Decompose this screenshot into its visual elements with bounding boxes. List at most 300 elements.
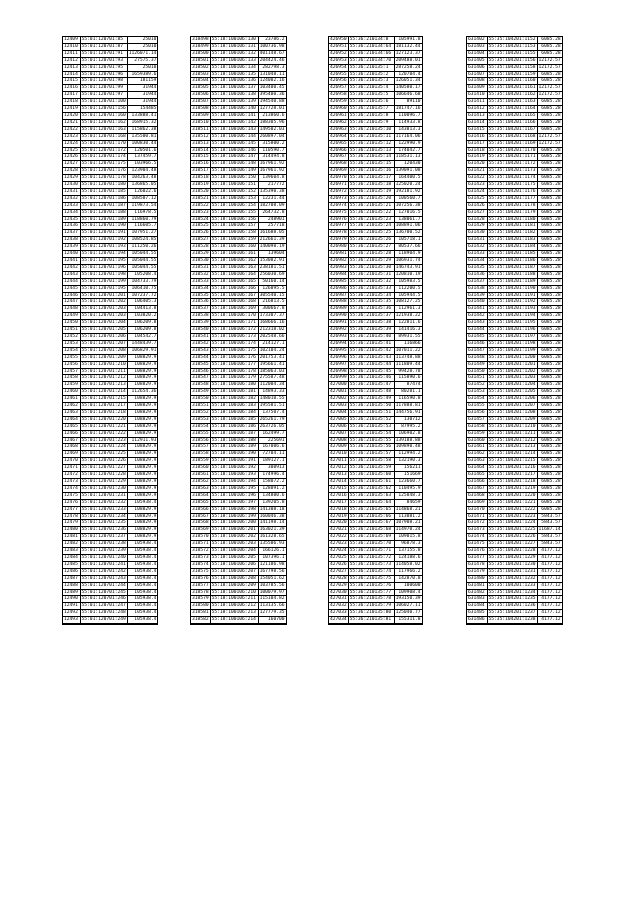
value-cell: 127123.37	[395, 50, 421, 56]
row-number-cell: 12413	[63, 64, 80, 71]
row-number-cell: 631424	[467, 188, 487, 195]
row-number-cell: 427007	[330, 430, 347, 436]
value-cell: 12172.57	[538, 64, 561, 70]
cadastral-number-cell: 55:35:104201:1178	[488, 202, 536, 208]
row-number-cell: 318534	[192, 285, 209, 291]
row-number-cell: 631468	[467, 492, 487, 499]
table-row	[329, 251, 422, 258]
row-number-cell: 318570	[192, 534, 209, 540]
cadastral-number-cell: 55:18:100106:144	[210, 133, 258, 140]
cadastral-number-cell: 55:18:100106:135	[210, 71, 258, 78]
cadastral-number-cell: 55:18:100106:194	[210, 479, 258, 486]
row-number-cell: 318503	[192, 71, 209, 77]
cadastral-number-cell: 55:18:100106:177	[210, 361, 258, 368]
row-number-cell: 12430	[63, 182, 80, 189]
value-cell: 156211	[394, 465, 421, 472]
value-cell: 31944	[127, 92, 157, 99]
table-row	[329, 610, 422, 617]
table-row	[329, 285, 422, 292]
table-row	[467, 513, 562, 520]
row-number-cell: 318539	[192, 320, 209, 326]
cadastral-number-cell: 55:01:120701:230	[81, 485, 126, 491]
table-row	[63, 106, 157, 113]
table-row	[63, 368, 157, 375]
row-number-cell: 426988	[330, 299, 347, 305]
table-row	[63, 458, 157, 465]
cadastral-number-cell: 55:35:104201:1190	[488, 285, 536, 291]
row-number-cell: 631402	[467, 37, 487, 43]
row-number-cell: 426951	[330, 43, 347, 49]
value-cell: 12172.57	[538, 140, 561, 146]
value-cell: 6085.28	[537, 264, 562, 271]
value-cell: 401148.67	[259, 50, 285, 56]
row-number-cell: 631435	[467, 264, 487, 271]
value-cell: 12172.57	[538, 57, 561, 63]
cadastral-number-cell: 55:35:104201:1232	[488, 575, 536, 581]
table-row	[63, 258, 157, 265]
table-row	[329, 451, 422, 458]
cadastral-number-cell: 55:01:120701:160	[81, 112, 126, 118]
table-row	[467, 264, 562, 271]
table-row	[329, 320, 422, 327]
row-number-cell: 426999	[330, 375, 347, 381]
value-cell: 87474	[394, 382, 421, 389]
value-cell: 103400.45	[259, 85, 285, 91]
cadastral-number-cell: 55:36:210135:8	[348, 112, 394, 119]
value-cell: 105044.55	[127, 251, 157, 258]
table-row	[329, 230, 422, 237]
value-cell: 305540.15	[259, 292, 285, 298]
row-number-cell: 12483	[63, 548, 80, 555]
cadastral-number-cell: 55:36:210135:43	[348, 354, 394, 361]
row-number-cell: 631465	[467, 472, 487, 479]
cadastral-number-cell: 55:18:100106:139	[210, 99, 258, 106]
row-number-cell: 631448	[467, 354, 487, 361]
value-cell: 107256.38	[395, 202, 421, 208]
cadastral-number-cell: 55:36:210135:2	[348, 71, 394, 78]
row-number-cell: 12454	[63, 347, 80, 354]
row-number-cell: 631478	[467, 561, 487, 568]
table-row	[63, 479, 157, 486]
table-row	[63, 271, 157, 278]
row-number-cell: 631403	[467, 43, 487, 50]
cadastral-number-cell: 55:36:210135:51	[348, 409, 394, 416]
cadastral-number-cell: 55:18:100106:134	[210, 64, 258, 71]
value-cell: 162499.7	[258, 430, 285, 437]
cadastral-number-cell: 55:01:120701:247	[81, 603, 126, 609]
row-number-cell: 12426	[63, 154, 80, 161]
row-number-cell: 12481	[63, 534, 80, 541]
value-cell: 120810.19	[395, 271, 421, 277]
table-row	[467, 112, 562, 119]
table-column-3	[328, 36, 423, 625]
table-row	[63, 506, 157, 513]
table-row	[191, 175, 286, 182]
cadastral-number-cell: 55:01:120701:91	[80, 50, 127, 57]
row-number-cell: 427026	[330, 561, 347, 567]
table-row	[467, 465, 562, 472]
cadastral-number-cell: 55:36:210135:12	[348, 140, 394, 147]
row-number-cell: 427022	[330, 534, 347, 540]
value-cell: 109015.8	[394, 534, 421, 541]
cadastral-number-cell: 55:18:100106:166	[210, 285, 258, 292]
table-row	[329, 520, 422, 527]
table-row	[467, 50, 562, 57]
table-row	[63, 472, 157, 479]
cadastral-number-cell: 55:36:210135:36	[348, 306, 394, 313]
value-cell: 105938.4	[127, 554, 157, 561]
row-number-cell: 318551	[192, 403, 209, 409]
cadastral-number-cell: 55:35:104201:1236	[488, 603, 536, 609]
table-row	[467, 596, 562, 603]
table-row	[467, 237, 562, 244]
value-cell: 6085.28	[537, 423, 562, 430]
table-row	[191, 126, 286, 133]
cadastral-number-cell: 55:35:104201:1164	[488, 106, 536, 112]
table-row	[63, 596, 157, 603]
table-row	[191, 37, 286, 43]
table-row	[329, 575, 422, 582]
table-row	[329, 244, 422, 251]
row-number-cell: 318536	[192, 299, 209, 305]
table-column-2	[190, 36, 287, 625]
table-row	[63, 403, 157, 410]
table-row	[467, 340, 562, 347]
table-row	[467, 354, 562, 361]
cadastral-number-cell: 55:18:100106:157	[210, 223, 258, 230]
row-number-cell: 318500	[192, 50, 209, 56]
table-row	[63, 451, 157, 458]
table-row	[63, 520, 157, 527]
value-cell: 181747.16	[395, 106, 421, 112]
value-cell: 108829.9	[127, 403, 157, 410]
table-row	[329, 499, 422, 506]
table-row	[63, 147, 157, 154]
row-number-cell: 12475	[63, 492, 80, 499]
table-row	[63, 112, 157, 119]
cadastral-number-cell: 55:18:100106:209	[210, 582, 258, 589]
table-row	[63, 251, 157, 258]
value-cell: 225691	[258, 437, 285, 444]
value-cell: 125048.3	[394, 492, 421, 499]
cadastral-number-cell: 55:01:120701:174	[81, 154, 126, 160]
cadastral-number-cell: 55:36:210135:4	[348, 85, 394, 92]
table-row	[329, 347, 422, 354]
value-cell: 181132.44	[395, 43, 421, 49]
cadastral-number-cell: 55:18:100106:184	[210, 409, 258, 416]
table-row	[63, 50, 157, 57]
cadastral-number-cell: 55:18:100106:140	[210, 106, 258, 113]
value-cell: 4177.12	[537, 575, 562, 582]
value-cell: 6085.28	[537, 492, 562, 499]
table-row	[467, 292, 562, 299]
value-cell: 127728.01	[259, 106, 285, 112]
table-row	[329, 71, 422, 78]
value-cell: 116590.8	[394, 396, 421, 403]
table-row	[63, 119, 157, 126]
table-row	[467, 472, 562, 479]
table-row	[329, 340, 422, 347]
row-number-cell: 318498	[192, 37, 209, 42]
table-row	[467, 188, 562, 195]
cadastral-number-cell: 55:36:210135:21	[348, 202, 394, 209]
table-row	[329, 582, 422, 589]
value-cell: 105938.4	[127, 499, 157, 506]
value-cell: 122990.9	[394, 140, 421, 147]
row-number-cell: 318582	[192, 617, 209, 623]
row-number-cell: 318578	[192, 589, 209, 595]
table-row	[63, 575, 157, 582]
value-cell: 6085.28	[537, 472, 562, 479]
value-cell: 112961.3	[394, 306, 421, 313]
table-row	[329, 589, 422, 596]
table-row	[329, 485, 422, 492]
table-row	[63, 375, 157, 382]
cadastral-number-cell: 55:18:100106:162	[210, 258, 258, 265]
row-number-cell: 318557	[192, 444, 209, 450]
table-body	[191, 37, 286, 624]
value-cell: 143813.3	[394, 126, 421, 133]
row-number-cell: 12414	[63, 71, 80, 78]
table-row	[467, 313, 562, 320]
row-number-cell: 426953	[330, 57, 347, 63]
table-row	[63, 382, 157, 389]
cadastral-number-cell: 55:36:210135:19	[348, 188, 394, 195]
cadastral-number-cell: 55:18:100106:147	[210, 154, 258, 161]
cadastral-number-cell: 55:35:104201:1238	[488, 617, 536, 623]
table-row	[63, 513, 157, 520]
value-cell: 50160.14	[258, 278, 285, 285]
value-cell: 4177.12	[537, 617, 562, 624]
cadastral-number-cell: 55:01:120701:210	[81, 361, 126, 367]
value-cell: 164400.5	[394, 175, 421, 182]
cadastral-number-cell: 55:18:100106:171	[210, 320, 258, 327]
value-cell: 6085.28	[537, 479, 562, 486]
value-cell: 158072.2	[258, 479, 285, 486]
row-number-cell: 318540	[192, 327, 209, 333]
table-row	[467, 485, 562, 492]
cadastral-number-cell: 55:01:120701:98	[80, 78, 127, 85]
row-number-cell: 631476	[467, 548, 487, 555]
table-row	[467, 223, 562, 230]
row-number-cell: 12464	[63, 416, 80, 423]
row-number-cell: 318573	[192, 554, 209, 560]
row-number-cell: 12485	[63, 561, 80, 568]
row-number-cell: 631438	[467, 285, 487, 292]
cadastral-number-cell: 55:01:120701:87	[80, 43, 127, 50]
table-row	[329, 43, 422, 50]
value-cell: 100736.98	[259, 43, 285, 49]
cadastral-number-cell: 55:35:104201:1234	[488, 589, 536, 595]
row-number-cell: 426967	[330, 154, 347, 160]
cadastral-number-cell: 55:36:210135:58	[348, 458, 394, 465]
table-row	[467, 333, 562, 340]
cadastral-number-cell: 55:18:100106:133	[210, 57, 258, 64]
row-number-cell: 318558	[192, 451, 209, 457]
row-number-cell: 318546	[192, 368, 209, 374]
cadastral-number-cell: 55:35:104201:1202	[488, 368, 536, 374]
value-cell: 6085.28	[537, 465, 562, 472]
table-row	[467, 299, 562, 306]
cadastral-number-cell: 55:36:210134:64	[348, 43, 394, 50]
row-number-cell: 12419	[63, 106, 80, 113]
table-row	[191, 534, 286, 541]
cadastral-number-cell: 55:35:104201:1227	[488, 541, 536, 547]
cadastral-number-cell: 55:18:100106:136	[210, 78, 258, 85]
row-number-cell: 427029	[330, 582, 347, 588]
table-row	[329, 133, 422, 140]
value-cell: 108829.9	[127, 368, 157, 375]
table-row	[191, 389, 286, 396]
row-number-cell: 426966	[330, 147, 347, 153]
table-row	[191, 368, 286, 375]
table-row	[467, 479, 562, 486]
table-row	[191, 430, 286, 437]
cadastral-number-cell: 55:35:104201:1171	[488, 154, 536, 160]
value-cell: 137507.4	[258, 409, 285, 416]
row-number-cell: 12450	[63, 320, 80, 327]
row-number-cell: 12456	[63, 361, 80, 368]
row-number-cell: 427005	[330, 416, 347, 422]
row-number-cell: 318562	[192, 479, 209, 484]
cadastral-number-cell: 55:18:100106:172	[210, 327, 258, 334]
table-row	[63, 92, 157, 99]
cadastral-number-cell: 55:01:120701:190	[81, 223, 126, 229]
value-cell: 112654.36	[127, 389, 157, 396]
cadastral-number-cell: 55:18:100106:159	[210, 237, 258, 244]
table-row	[191, 119, 286, 126]
table-row	[63, 437, 157, 444]
value-cell: 148010.55	[259, 396, 285, 402]
row-number-cell: 631480	[467, 575, 487, 582]
table-row	[329, 596, 422, 603]
table-row	[191, 99, 286, 106]
value-cell: 134800.6	[258, 492, 285, 499]
row-number-cell: 12442	[63, 264, 80, 271]
value-cell: 103785.56	[259, 582, 285, 588]
table-row	[329, 140, 422, 147]
row-number-cell: 427006	[330, 423, 347, 429]
value-cell: 6085.28	[537, 354, 562, 361]
cadastral-number-cell: 55:36:210135:67	[348, 520, 394, 527]
cadastral-number-cell: 55:36:210135:27	[348, 244, 394, 251]
table-row	[329, 119, 422, 126]
value-cell: 113081.2	[394, 513, 421, 520]
cadastral-number-cell: 55:18:100106:150	[210, 175, 258, 182]
row-number-cell: 631404	[467, 50, 487, 57]
value-cell: 6085.28	[537, 112, 562, 119]
value-cell: 167006.6	[258, 444, 285, 451]
row-number-cell: 427018	[330, 506, 347, 512]
row-number-cell: 318502	[192, 64, 209, 70]
cadastral-number-cell: 55:18:100106:156	[210, 216, 258, 223]
row-number-cell: 12439	[63, 244, 80, 251]
cadastral-number-cell: 55:35:104201:1204	[488, 382, 536, 388]
value-cell: 137155.8	[394, 548, 421, 555]
cadastral-number-cell: 55:18:100106:185	[210, 416, 258, 423]
table-row	[329, 271, 422, 278]
row-number-cell: 318506	[192, 92, 209, 98]
table-row	[467, 244, 562, 251]
data-table	[329, 37, 422, 624]
row-number-cell: 12453	[63, 340, 80, 347]
row-number-cell: 12410	[63, 43, 80, 50]
row-number-cell: 631451	[467, 375, 487, 382]
row-number-cell: 631430	[467, 230, 487, 237]
value-cell: 136865.05	[127, 182, 157, 189]
value-cell: 105938.4	[127, 568, 157, 575]
table-row	[63, 182, 157, 189]
value-cell: 6085.28	[537, 168, 562, 175]
value-cell: 6085.28	[537, 368, 562, 375]
value-cell: 136700.52	[395, 230, 421, 236]
cadastral-number-cell: 55:01:120701:214	[81, 389, 126, 395]
value-cell: 87995.2	[394, 423, 421, 430]
value-cell: 105944.5	[394, 292, 421, 299]
value-cell: 11687.14	[538, 527, 561, 533]
row-number-cell: 426990	[330, 313, 347, 319]
table-row	[63, 237, 157, 244]
cadastral-number-cell: 55:36:210135:46	[348, 375, 394, 382]
cadastral-number-cell: 55:35:104201:1208	[488, 409, 536, 415]
value-cell: 6085.28	[537, 78, 562, 85]
table-row	[467, 71, 562, 78]
row-number-cell: 12473	[63, 479, 80, 486]
cadastral-number-cell: 55:18:100106:203	[210, 541, 258, 548]
cadastral-number-cell: 55:35:104201:1233	[488, 582, 536, 588]
value-cell: 1659389.6	[127, 71, 157, 78]
table-row	[191, 513, 286, 520]
table-row	[191, 202, 286, 209]
table-row	[467, 368, 562, 375]
table-row	[329, 278, 422, 285]
cadastral-number-cell: 55:01:120701:199	[81, 278, 126, 284]
value-cell: 114970.24	[395, 527, 421, 533]
value-cell: 108829.9	[127, 492, 157, 499]
value-cell: 106829.91	[127, 347, 157, 354]
cadastral-number-cell: 55:18:100106:153	[210, 195, 258, 202]
table-row	[191, 258, 286, 265]
row-number-cell: 631455	[467, 403, 487, 410]
value-cell: 115890.6	[394, 375, 421, 382]
cadastral-number-cell: 55:18:100106:197	[210, 499, 258, 506]
cadastral-number-cell: 55:01:120701:246	[81, 596, 126, 602]
value-cell: 89931.55	[394, 333, 421, 340]
table-row	[63, 340, 157, 347]
row-number-cell: 12488	[63, 582, 80, 589]
table-row	[329, 161, 422, 168]
cadastral-number-cell: 55:35:104201:1200	[488, 354, 536, 360]
row-number-cell: 631444	[467, 327, 487, 334]
table-row	[63, 527, 157, 534]
value-cell: 107396.1	[258, 554, 285, 561]
row-number-cell: 631462	[467, 451, 487, 458]
row-number-cell: 426983	[330, 264, 347, 270]
table-row	[63, 168, 157, 175]
row-number-cell: 12480	[63, 527, 80, 534]
cadastral-number-cell: 55:01:120701:202	[81, 299, 126, 305]
table-row	[191, 610, 286, 617]
value-cell: 314494.8	[258, 154, 285, 161]
cadastral-number-cell: 55:18:100106:211	[210, 596, 258, 603]
row-number-cell: 318524	[192, 216, 209, 222]
value-cell: 105938.4	[127, 610, 157, 617]
cadastral-number-cell: 55:18:100106:164	[210, 271, 258, 278]
value-cell: 120704.4	[394, 71, 421, 78]
cadastral-number-cell: 55:36:210135:79	[348, 603, 394, 610]
table-row	[63, 285, 157, 292]
table-row	[191, 140, 286, 147]
